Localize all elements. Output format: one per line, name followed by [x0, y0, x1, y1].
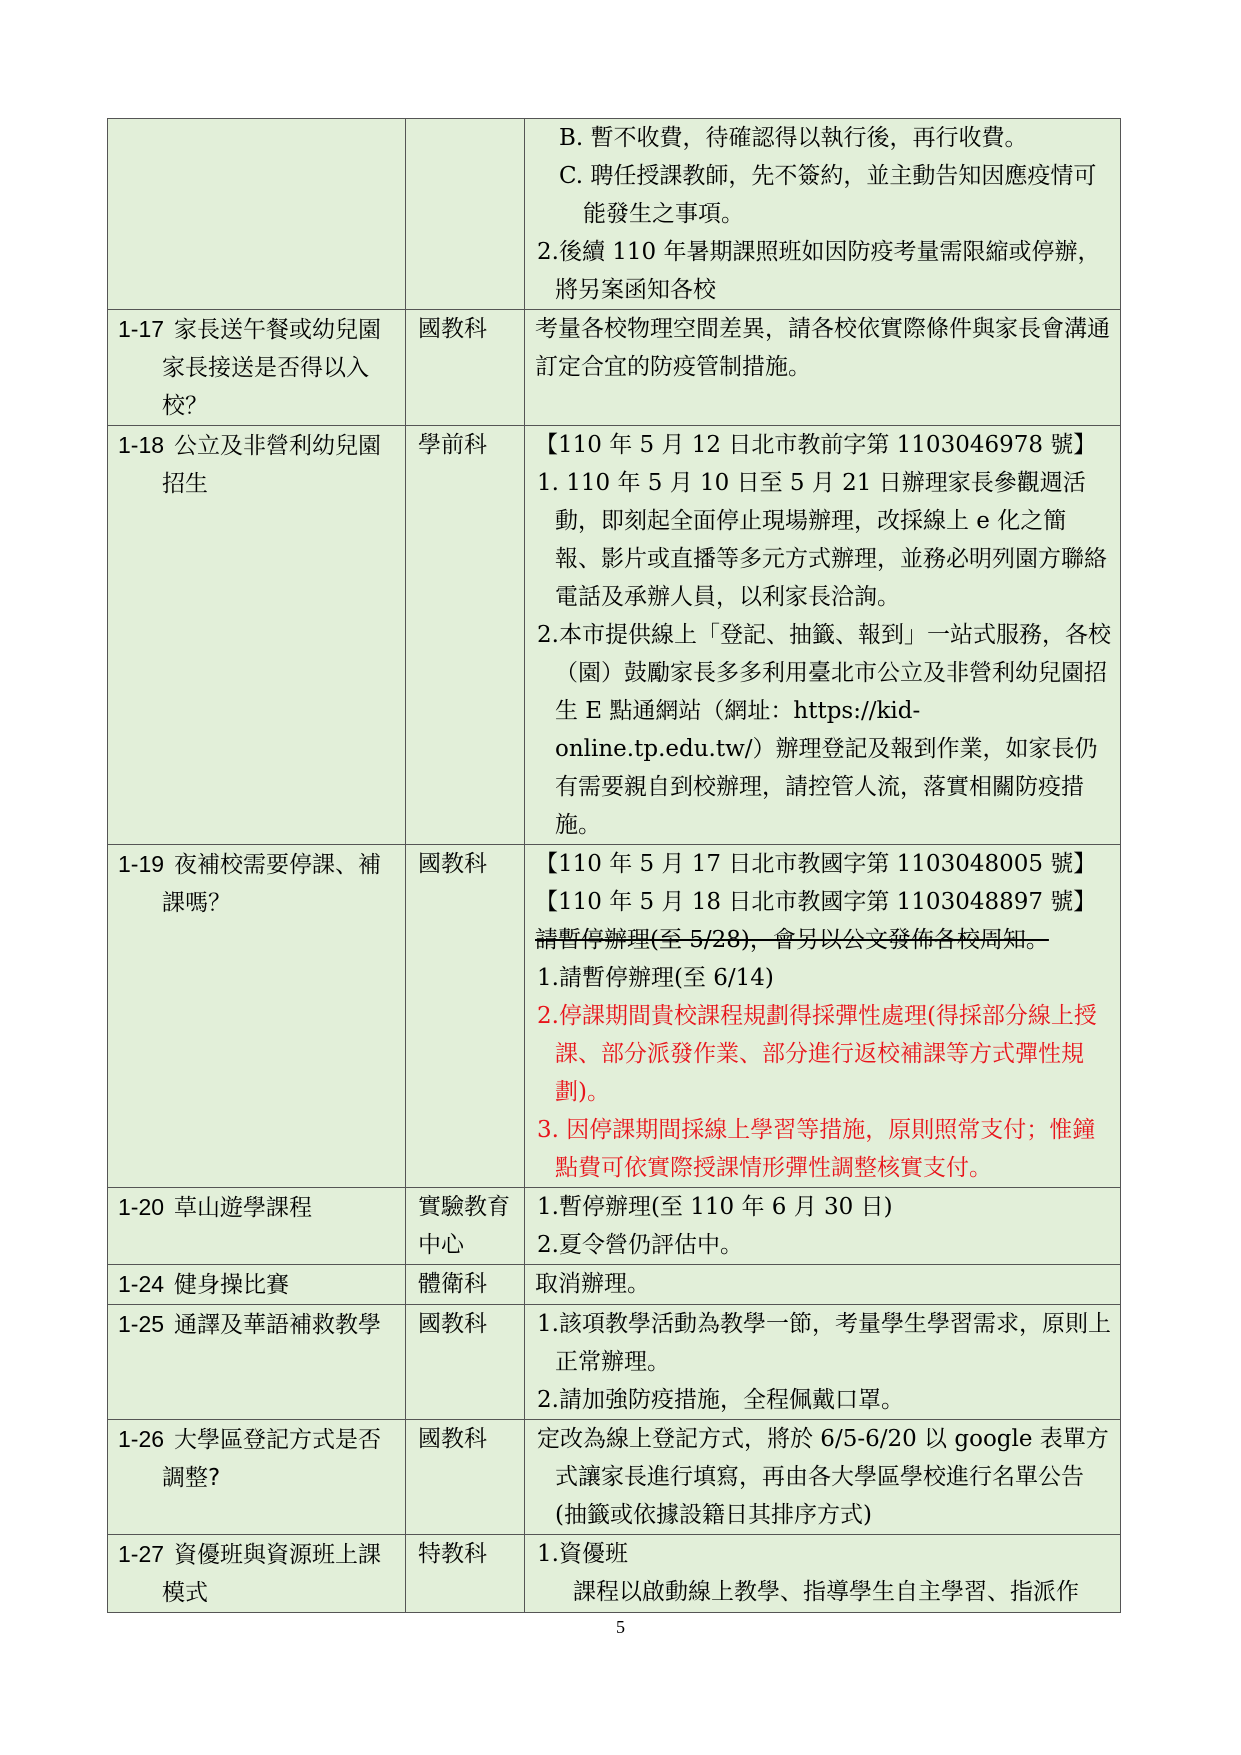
- item-cell: [108, 1420, 406, 1535]
- table-body: [108, 119, 1121, 1613]
- item-title: [118, 1188, 397, 1227]
- department-cell: 國教科: [406, 310, 525, 426]
- item-title: [118, 845, 397, 922]
- measure-line: 取消辦理。: [535, 1271, 650, 1297]
- measure-cell: [525, 1535, 1121, 1613]
- measure-line: 1. 110 年 5 月 10 日至 5 月 21 日辦理家長參觀週活動，即刻起全面停止現場辦理，改採線上 e 化之簡報、影片或直播等多元方式辦理，並務必明列園方聯絡電話及承辦人員，以利家長洽詢。: [537, 470, 1107, 610]
- measure-line: 1.請暫停辦理(至 6/14): [537, 965, 774, 991]
- measure-cell: [525, 310, 1121, 426]
- item-title-text: 草山遊學課程: [174, 1195, 313, 1221]
- department-cell: 國教科: [406, 845, 525, 1188]
- department-cell: [406, 119, 525, 310]
- item-cell: [108, 310, 406, 426]
- item-title-text: 家長送午餐或幼兒園家長接送是否得以入校？: [162, 317, 382, 419]
- item-title-text: 通譯及華語補救教學: [174, 1312, 382, 1338]
- measure-line: B. 暫不收費，待確認得以執行後，再行收費。: [559, 125, 1028, 151]
- measure-cell: [525, 1420, 1121, 1535]
- item-number: 1-24: [118, 1271, 165, 1297]
- item-cell: [108, 1535, 406, 1613]
- item-cell: [108, 426, 406, 845]
- measure-line: 1.該項教學活動為教學一節，考量學生學習需求，原則上正常辦理。: [537, 1311, 1111, 1375]
- item-title: [118, 310, 397, 425]
- department-cell: 學前科: [406, 426, 525, 845]
- document-table: [107, 118, 1121, 1613]
- item-number: 1-20: [118, 1194, 165, 1220]
- measure-line: 1.資優班: [537, 1541, 628, 1567]
- measure-line: 2.請加強防疫措施，全程佩戴口罩。: [537, 1387, 904, 1413]
- page-number: 5: [616, 1617, 625, 1637]
- measure-line: 【110 年 5 月 18 日北市教國字第 1103048897 號】: [535, 889, 1097, 915]
- measure-line: 定改為線上登記方式，將於 6/5-6/20 以 google 表單方式讓家長進行填寫，再由各大學區學校進行名單公告(抽籤或依據設籍日其排序方式): [537, 1426, 1109, 1528]
- measure-line: 2.後續 110 年暑期課照班如因防疫考量需限縮或停辦，將另案函知各校: [537, 239, 1101, 303]
- item-title: [118, 426, 397, 503]
- measure-cell: [525, 1188, 1121, 1265]
- measure-line: C. 聘任授課教師，先不簽約，並主動告知因應疫情可能發生之事項。: [559, 163, 1097, 227]
- measure-cell: [525, 1265, 1121, 1305]
- item-title-text: 夜補校需要停課、補課嗎？: [162, 852, 382, 916]
- measure-cell: [525, 1305, 1121, 1420]
- table-row: [108, 119, 1121, 310]
- measure-line: 1.暫停辦理(至 110 年 6 月 30 日): [537, 1194, 893, 1220]
- measure-line: 【110 年 5 月 17 日北市教國字第 1103048005 號】: [535, 851, 1097, 877]
- department-cell: 體衛科: [406, 1265, 525, 1305]
- item-title: [118, 1535, 397, 1612]
- measure-line: 請暫停辦理(至 5/28)，會另以公文發佈各校周知。: [535, 927, 1049, 953]
- measure-cell: [525, 845, 1121, 1188]
- item-number: 1-27: [118, 1541, 165, 1567]
- table-row: [108, 845, 1121, 1188]
- item-cell: [108, 119, 406, 310]
- item-title-text: 資優班與資源班上課模式: [162, 1542, 382, 1606]
- item-cell: [108, 1305, 406, 1420]
- item-cell: [108, 845, 406, 1188]
- measure-line: 3. 因停課期間採線上學習等措施，原則照常支付；惟鐘點費可依實際授課情形彈性調整核實支付。: [537, 1117, 1096, 1181]
- table-row: [108, 1188, 1121, 1265]
- measure-line: 考量各校物理空間差異，請各校依實際條件與家長會溝通訂定合宜的防疫管制措施。: [535, 316, 1110, 380]
- item-title-text: 健身操比賽: [174, 1272, 290, 1298]
- item-title-text: 公立及非營利幼兒園招生: [162, 433, 382, 497]
- measure-cell: [525, 426, 1121, 845]
- item-cell: [108, 1265, 406, 1305]
- department-cell: 國教科: [406, 1420, 525, 1535]
- item-title-text: 大學區登記方式是否調整?: [162, 1427, 382, 1491]
- item-title: [118, 1420, 397, 1497]
- measure-line: 課程以啟動線上教學、指導學生自主學習、指派作: [573, 1579, 1079, 1605]
- measure-line: 【110 年 5 月 12 日北市教前字第 1103046978 號】: [535, 432, 1097, 458]
- department-cell: 實驗教育中心: [406, 1188, 525, 1265]
- table-row: [108, 1305, 1121, 1420]
- item-number: 1-18: [118, 432, 165, 458]
- item-number: 1-17: [118, 316, 165, 342]
- measure-line: 2.夏令營仍評估中。: [537, 1232, 743, 1258]
- table-row: [108, 1420, 1121, 1535]
- item-cell: [108, 1188, 406, 1265]
- table-row: [108, 426, 1121, 845]
- measure-line: 2.停課期間貴校課程規劃得採彈性處理(得採部分線上授課、部分派發作業、部分進行返校補課等方式彈性規劃)。: [537, 1003, 1097, 1105]
- item-number: 1-26: [118, 1426, 165, 1452]
- table-row: [108, 1265, 1121, 1305]
- item-title: [118, 1265, 397, 1304]
- item-number: 1-25: [118, 1311, 165, 1337]
- item-number: 1-19: [118, 851, 165, 877]
- item-title: [118, 1305, 397, 1344]
- department-cell: 特教科: [406, 1535, 525, 1613]
- table-row: [108, 310, 1121, 426]
- measure-line: 2.本市提供線上「登記、抽籤、報到」一站式服務，各校（園）鼓勵家長多多利用臺北市公立及非營利幼兒園招生 E 點通網站（網址：https://kid-online.tp.edu.tw/）辦理登記及報到作業，如家長仍有需要親自到校辦理，請控管人流，落實相關防疫措施。: [537, 622, 1111, 838]
- table-row: [108, 1535, 1121, 1613]
- measure-cell: [525, 119, 1121, 310]
- department-cell: 國教科: [406, 1305, 525, 1420]
